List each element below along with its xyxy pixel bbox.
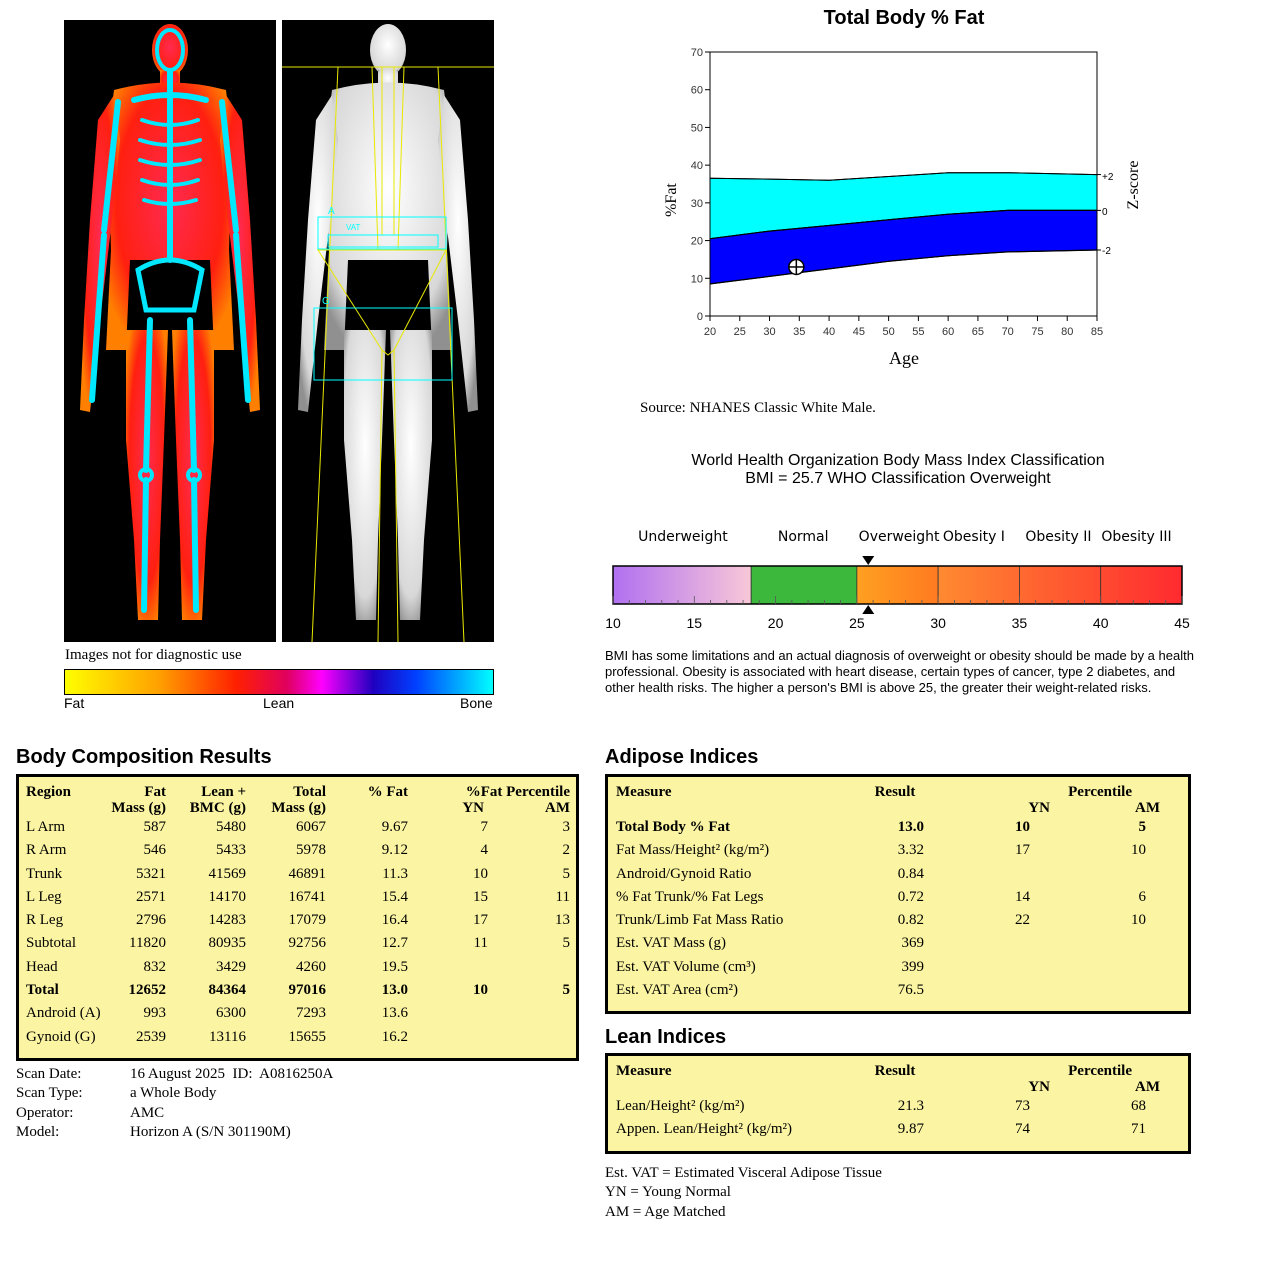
scan-info-row <box>16 1084 333 1103</box>
x-tick-label: 80 <box>1061 326 1074 338</box>
images-disclaimer: Images not for diagnostic use <box>65 647 242 663</box>
measure-cell: Fat Mass/Height² (kg/m²) <box>616 842 770 859</box>
table-row <box>26 932 570 955</box>
am-percentile-cell: 3 <box>562 819 570 835</box>
yn-percentile-cell: 4 <box>480 842 488 859</box>
measure-cell: Trunk/Limb Fat Mass Ratio <box>616 912 784 929</box>
result-cell: 369 <box>901 935 924 952</box>
lean-bmc-cell: 5480 <box>216 819 246 835</box>
x-tick-label: 25 <box>733 326 746 338</box>
total-mass-cell: 97016 <box>288 982 326 999</box>
result-cell: 21.3 <box>897 1098 924 1114</box>
measure-cell: Est. VAT Volume (cm³) <box>616 958 756 975</box>
fat-mass-cell: 993 <box>143 1005 166 1022</box>
table-row <box>616 863 1160 886</box>
x-tick-label: 70 <box>1001 326 1014 338</box>
measure-cell: Est. VAT Area (cm²) <box>616 982 738 999</box>
yn-percentile-cell: 10 <box>1015 819 1030 835</box>
lean-bmc-cell: 14170 <box>208 888 246 905</box>
who-title-line1: World Health Organization Body Mass Index Classification <box>691 452 1105 469</box>
table-row <box>26 816 570 839</box>
total-mass-cell: 6067 <box>296 819 326 835</box>
bmi-tick-label: 25 <box>849 615 865 631</box>
scan-info-table <box>16 1065 333 1142</box>
table-row <box>616 1118 1160 1141</box>
chart-z-score-label: Z-score <box>1125 160 1142 210</box>
y-tick-label: 60 <box>690 84 703 97</box>
pct-fat-cell: 19.5 <box>381 958 408 975</box>
scan-info-value: AMC <box>130 1104 165 1121</box>
z-tick-plus2: +2 <box>1102 172 1114 183</box>
xray-body-scan-image <box>282 20 494 642</box>
fat-mass-cell: 5321 <box>136 865 166 882</box>
result-cell: 0.84 <box>897 865 924 882</box>
table-row <box>26 863 570 886</box>
bmi-segment <box>857 566 938 604</box>
region-cell: Trunk <box>26 865 63 882</box>
vat-roi-label: VAT <box>346 223 361 232</box>
x-tick-label: 40 <box>822 326 836 338</box>
note-est-vat: Est. VAT = Estimated Visceral Adipose Tissue <box>605 1165 882 1181</box>
adipose-col-measure: Measure <box>616 784 672 800</box>
col-total-mass-1: Total <box>293 784 326 800</box>
col-fat-percentile: %Fat Percentile <box>465 784 570 800</box>
fat-mass-cell: 832 <box>143 958 166 975</box>
yn-percentile-cell <box>924 979 1054 1002</box>
scan-info-value: 16 August 2025 ID: A0816250A <box>130 1066 334 1082</box>
x-tick-label: 85 <box>1090 326 1104 338</box>
lean-col-yn: YN <box>1028 1079 1050 1095</box>
gynoid-roi-label: G <box>322 296 330 307</box>
scan-info-row <box>16 1104 333 1123</box>
scan-info-row <box>16 1123 333 1142</box>
am-percentile-cell <box>488 956 570 979</box>
col-yn: YN <box>462 800 484 816</box>
yn-percentile-cell: 17 <box>473 912 488 929</box>
am-percentile-cell: 5 <box>562 982 570 999</box>
y-tick-label: 30 <box>690 197 703 210</box>
fat-mass-cell: 587 <box>143 819 166 835</box>
measure-cell: % Fat Trunk/% Fat Legs <box>616 888 764 905</box>
region-cell: Head <box>26 958 58 975</box>
lean-bmc-cell: 3429 <box>216 958 246 975</box>
y-tick-label: 50 <box>690 122 703 135</box>
bmi-segment <box>938 566 1019 604</box>
region-cell: L Arm <box>26 819 66 835</box>
lean-col-percentile: Percentile <box>1068 1063 1132 1079</box>
chart-x-axis-label: Age <box>889 348 919 368</box>
result-cell: 76.5 <box>897 982 924 999</box>
yn-percentile-cell: 14 <box>1015 888 1030 905</box>
bmi-tick-label: 45 <box>1174 615 1190 631</box>
lean-col-am: AM <box>1135 1079 1160 1095</box>
fat-mass-cell: 2796 <box>136 912 166 929</box>
table-row <box>616 816 1160 839</box>
total-mass-cell: 7293 <box>296 1005 326 1022</box>
pct-fat-cell: 11.3 <box>382 865 408 882</box>
abbreviation-notes <box>605 1164 882 1222</box>
region-cell: Gynoid (G) <box>26 1028 96 1045</box>
reference-source: Source: NHANES Classic White Male. <box>640 400 876 416</box>
am-percentile-cell: 2 <box>562 842 570 859</box>
am-percentile-cell <box>1054 979 1160 1002</box>
total-mass-cell: 92756 <box>288 935 326 952</box>
y-tick-label: 20 <box>690 235 703 248</box>
region-cell: Subtotal <box>26 935 77 952</box>
x-tick-label: 20 <box>703 326 717 338</box>
note-yn: YN = Young Normal <box>605 1184 731 1201</box>
scan-info-label: Scan Date: <box>16 1066 82 1082</box>
lean-indices-table <box>616 1063 1160 1142</box>
result-cell: 3.32 <box>897 842 924 859</box>
who-title-line2: BMI = 25.7 WHO Classification Overweight <box>745 470 1051 487</box>
lean-bmc-cell: 6300 <box>216 1005 246 1022</box>
adipose-col-percentile: Percentile <box>1068 784 1132 800</box>
region-cell: R Arm <box>26 842 67 859</box>
bmi-segment <box>751 566 857 604</box>
fat-mass-cell: 12652 <box>128 982 166 999</box>
yn-percentile-cell: 10 <box>473 865 488 882</box>
yn-percentile-cell <box>924 863 1054 886</box>
yn-percentile-cell: 22 <box>1015 912 1030 929</box>
z-tick-minus2: -2 <box>1102 246 1111 257</box>
yn-percentile-cell: 15 <box>473 888 488 905</box>
chart-title: Total Body % Fat <box>823 7 985 29</box>
yn-percentile-cell <box>408 1002 488 1025</box>
table-row <box>26 979 570 1002</box>
table-row <box>616 886 1160 909</box>
measure-cell: Total Body % Fat <box>616 819 731 835</box>
am-percentile-cell: 5 <box>1138 819 1146 835</box>
table-row <box>616 839 1160 862</box>
fat-mass-cell: 2539 <box>136 1028 166 1045</box>
x-tick-label: 65 <box>971 326 985 338</box>
scan-info-label: Scan Type: <box>16 1085 83 1102</box>
body-composition-table <box>26 784 570 1049</box>
am-percentile-cell: 5 <box>562 935 570 952</box>
bmi-segment <box>1101 566 1182 604</box>
table-row <box>26 839 570 862</box>
colorbar-label-fat: Fat <box>64 695 85 711</box>
colorbar-label-lean: Lean <box>263 695 295 711</box>
body-composition-table-box <box>16 774 579 1061</box>
x-tick-label: 45 <box>852 326 865 338</box>
yn-percentile-cell <box>924 932 1054 955</box>
body-composition-title: Body Composition Results <box>16 746 272 768</box>
result-cell: 0.82 <box>897 912 924 929</box>
bmi-classification-bar <box>600 520 1196 636</box>
total-mass-cell: 15655 <box>288 1028 326 1045</box>
lean-indices-title: Lean Indices <box>605 1026 727 1048</box>
bmi-tick-label: 35 <box>1011 615 1028 631</box>
color-body-scan-image <box>64 20 276 642</box>
am-percentile-cell: 11 <box>555 888 570 905</box>
yn-percentile-cell: 17 <box>1015 842 1030 859</box>
result-cell: 0.72 <box>897 888 924 905</box>
table-row <box>616 956 1160 979</box>
scan-info-label: Model: <box>16 1123 60 1140</box>
lean-bmc-cell: 14283 <box>208 912 246 929</box>
am-percentile-cell <box>1054 932 1160 955</box>
x-tick-label: 50 <box>882 326 895 338</box>
scan-info-value: Horizon A (S/N 301190M) <box>130 1123 291 1140</box>
x-tick-label: 35 <box>793 326 806 338</box>
total-mass-cell: 5978 <box>296 842 326 859</box>
scan-info-row <box>16 1065 333 1084</box>
lean-indices-table-box <box>605 1053 1191 1154</box>
scan-info-label: Operator: <box>16 1104 74 1121</box>
col-pct-fat: % Fat <box>367 784 408 800</box>
measure-cell: Est. VAT Mass (g) <box>616 935 727 952</box>
yn-percentile-cell: 11 <box>473 935 488 952</box>
bmi-tick-label: 40 <box>1092 615 1109 631</box>
bmi-segment <box>613 566 751 604</box>
bmi-tick-label: 30 <box>930 615 946 631</box>
pct-fat-cell: 15.4 <box>381 888 408 905</box>
bmi-marker-top <box>862 556 874 565</box>
y-tick-label: 40 <box>690 160 703 173</box>
x-tick-label: 55 <box>912 326 925 338</box>
lean-bmc-cell: 5433 <box>216 842 246 859</box>
adipose-indices-table-box <box>605 774 1191 1014</box>
table-row <box>616 1095 1160 1118</box>
bmi-category-label: Obesity III <box>1101 529 1172 545</box>
adipose-indices-title: Adipose Indices <box>605 746 759 768</box>
am-percentile-cell <box>488 1026 570 1049</box>
fat-mass-cell: 11820 <box>129 935 166 952</box>
region-cell: R Leg <box>26 912 64 929</box>
yn-percentile-cell <box>408 956 488 979</box>
bmi-tick-label: 15 <box>686 615 703 631</box>
pct-fat-cell: 16.4 <box>381 912 408 929</box>
total-mass-cell: 17079 <box>288 912 326 929</box>
lean-bmc-cell: 80935 <box>208 935 246 952</box>
fat-mass-cell: 2571 <box>136 888 166 905</box>
am-percentile-cell: 10 <box>1131 912 1146 929</box>
table-row <box>26 956 570 979</box>
lean-bmc-cell: 41569 <box>208 865 246 882</box>
result-cell: 399 <box>901 958 924 975</box>
scan-info-value: a Whole Body <box>130 1085 217 1102</box>
yn-percentile-cell <box>924 956 1054 979</box>
table-row <box>26 909 570 932</box>
region-cell: L Leg <box>26 888 62 905</box>
lean-bmc-cell: 84364 <box>208 982 246 999</box>
am-percentile-cell <box>1054 863 1160 886</box>
bmi-category-label: Overweight <box>858 529 940 545</box>
bmi-tick-label: 20 <box>767 615 784 631</box>
measure-cell: Lean/Height² (kg/m²) <box>616 1098 745 1114</box>
adipose-col-result: Result <box>874 784 916 800</box>
pct-fat-cell: 9.67 <box>381 819 408 835</box>
who-bmi-title <box>600 452 1196 488</box>
table-row <box>26 1026 570 1049</box>
am-percentile-cell: 68 <box>1131 1098 1146 1114</box>
am-percentile-cell: 13 <box>555 912 570 929</box>
x-tick-label: 75 <box>1031 326 1044 338</box>
measure-cell: Appen. Lean/Height² (kg/m²) <box>616 1121 793 1138</box>
adipose-col-am: AM <box>1135 800 1160 816</box>
result-cell: 9.87 <box>897 1121 924 1138</box>
x-tick-label: 60 <box>942 326 955 338</box>
total-body-fat-chart <box>640 40 1180 380</box>
am-percentile-cell: 10 <box>1131 842 1146 859</box>
colorbar-label-bone: Bone <box>460 695 493 711</box>
bmi-category-label: Obesity II <box>1025 529 1092 545</box>
tissue-color-scale <box>64 669 494 695</box>
pct-fat-cell: 12.7 <box>381 935 408 952</box>
pct-fat-cell: 13.0 <box>381 982 408 999</box>
bmi-category-label: Obesity I <box>942 529 1005 545</box>
table-row <box>616 979 1160 1002</box>
bmi-category-label: Underweight <box>638 529 728 545</box>
result-cell: 13.0 <box>897 819 924 835</box>
total-mass-cell: 4260 <box>296 958 326 975</box>
fat-mass-cell: 546 <box>143 842 166 859</box>
am-percentile-cell <box>1054 956 1160 979</box>
col-fat-mass-1: Fat <box>144 784 166 800</box>
region-cell: Android (A) <box>26 1005 101 1022</box>
am-percentile-cell: 6 <box>1138 888 1146 905</box>
android-roi-label: A <box>328 206 335 217</box>
bmi-disclaimer: BMI has some limitations and an actual diagnosis of overweight or obesity should be made by a health professional. Obesity is associated with heart disease, certain types of cancer, type 2 diabetes, and other health risks. The higher a person's BMI is above 25, the greater their weight-related risks. <box>605 648 1194 695</box>
yn-percentile-cell: 74 <box>1015 1121 1030 1138</box>
bmi-category-label: Normal <box>777 529 829 545</box>
col-total-mass-2: Mass (g) <box>271 800 326 816</box>
region-cell: Total <box>26 982 59 999</box>
col-lean-bmc-2: BMC (g) <box>189 800 246 816</box>
col-region: Region <box>26 784 71 800</box>
pct-fat-cell: 13.6 <box>381 1005 408 1022</box>
table-row <box>26 1002 570 1025</box>
bmi-segment <box>1019 566 1100 604</box>
col-lean-bmc-1: Lean + <box>201 784 246 800</box>
bmi-marker-bottom <box>862 605 874 614</box>
measure-cell: Android/Gynoid Ratio <box>616 865 752 882</box>
am-percentile-cell: 5 <box>562 865 570 882</box>
total-mass-cell: 46891 <box>288 865 326 882</box>
z-tick-0: 0 <box>1102 207 1108 218</box>
adipose-indices-table <box>616 784 1160 1002</box>
table-row <box>26 886 570 909</box>
table-row <box>616 909 1160 932</box>
am-percentile-cell: 71 <box>1131 1121 1146 1138</box>
x-tick-label: 30 <box>763 326 776 338</box>
pct-fat-cell: 16.2 <box>381 1028 408 1045</box>
lean-col-result: Result <box>874 1063 916 1079</box>
yn-percentile-cell <box>408 1026 488 1049</box>
pct-fat-cell: 9.12 <box>381 842 408 859</box>
y-tick-label: 70 <box>690 47 703 59</box>
lean-col-measure: Measure <box>616 1063 672 1079</box>
adipose-col-yn: YN <box>1028 800 1050 816</box>
note-am: AM = Age Matched <box>605 1203 726 1220</box>
table-row <box>616 932 1160 955</box>
yn-percentile-cell: 7 <box>480 819 488 835</box>
bmi-tick-label: 10 <box>605 615 621 631</box>
chart-y-axis-label: %Fat <box>663 183 680 217</box>
col-fat-mass-2: Mass (g) <box>111 800 166 816</box>
am-percentile-cell <box>488 1002 570 1025</box>
y-tick-label: 0 <box>696 311 703 323</box>
col-am: AM <box>545 800 570 816</box>
yn-percentile-cell: 10 <box>473 982 488 999</box>
yn-percentile-cell: 73 <box>1015 1098 1030 1114</box>
total-mass-cell: 16741 <box>288 888 326 905</box>
y-tick-label: 10 <box>690 273 703 286</box>
lean-bmc-cell: 13116 <box>209 1028 246 1045</box>
